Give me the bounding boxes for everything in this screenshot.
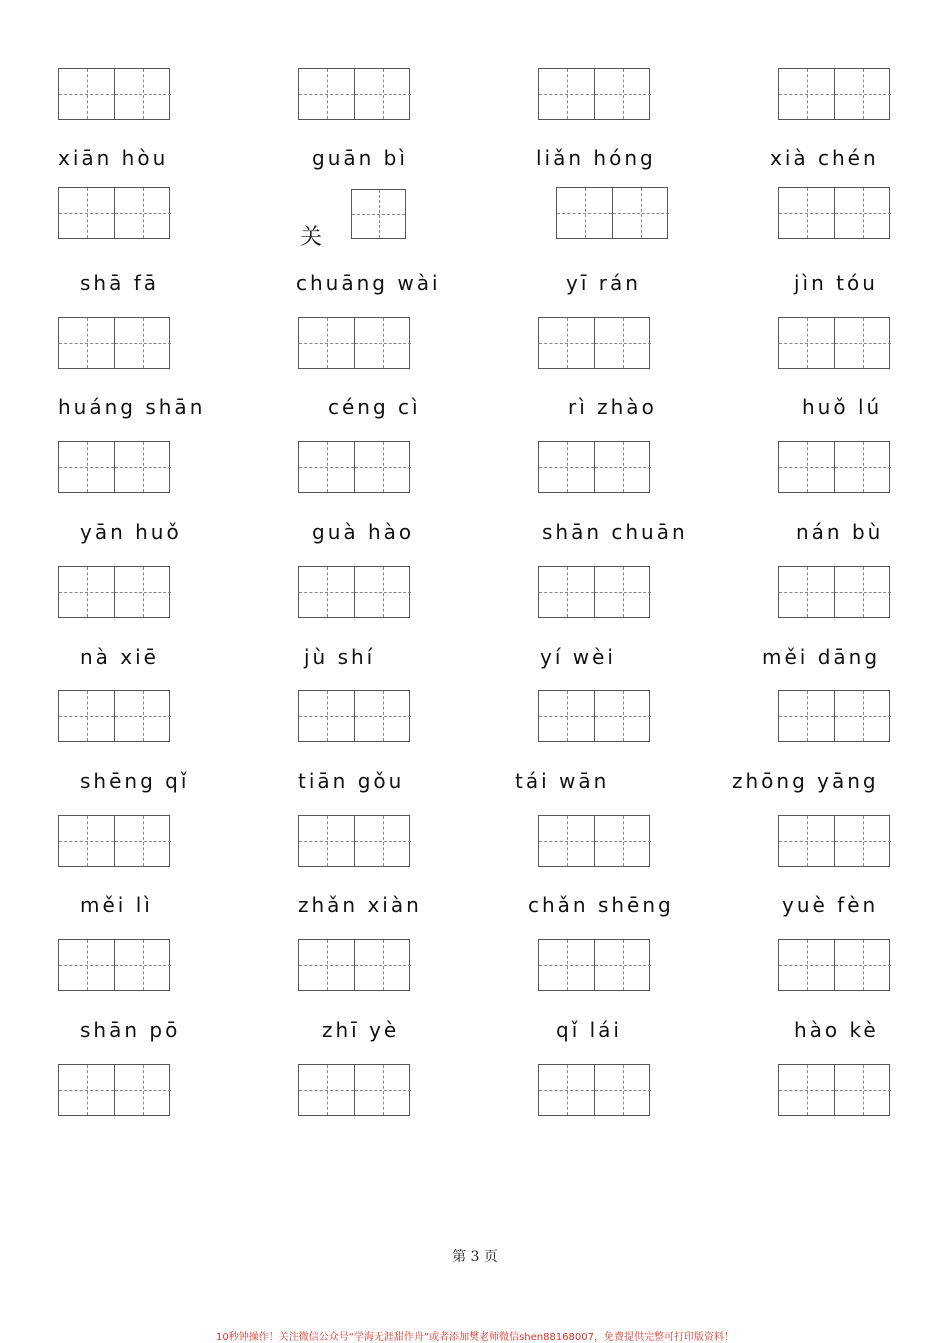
- pinyin-label: měi lì: [80, 893, 153, 917]
- writing-box[interactable]: [538, 441, 650, 493]
- writing-box[interactable]: [58, 939, 170, 991]
- pinyin-label: zhǎn xiàn: [298, 893, 422, 917]
- pinyin-label: chǎn shēng: [528, 893, 674, 917]
- writing-box[interactable]: [298, 441, 410, 493]
- writing-box[interactable]: [351, 189, 406, 239]
- footer-note: 10秒钟操作！关注微信公众号“学海无涯甜作舟”或者添加樊老师微信shen88168007，免费提供完整可打印版资料！: [215, 1332, 735, 1343]
- writing-box[interactable]: [778, 939, 890, 991]
- writing-box[interactable]: [778, 317, 890, 369]
- writing-box[interactable]: [538, 317, 650, 369]
- page-number: 第 3 页: [452, 1249, 498, 1265]
- writing-box[interactable]: [58, 690, 170, 742]
- writing-box[interactable]: [298, 566, 410, 618]
- writing-box[interactable]: [538, 68, 650, 120]
- writing-box[interactable]: [298, 939, 410, 991]
- pinyin-label: jìn tóu: [794, 271, 878, 295]
- pinyin-label: yí wèi: [540, 645, 616, 669]
- pinyin-label: huáng shān: [58, 395, 206, 419]
- writing-box[interactable]: [58, 68, 170, 120]
- pinyin-label: yī rán: [566, 271, 641, 295]
- pinyin-label: shēng qǐ: [80, 769, 190, 793]
- writing-box[interactable]: [778, 68, 890, 120]
- pinyin-label: guà hào: [312, 520, 415, 544]
- pinyin-label: jù shí: [304, 645, 376, 669]
- writing-box[interactable]: [298, 690, 410, 742]
- pinyin-label: rì zhào: [568, 395, 657, 419]
- pinyin-label: tiān gǒu: [298, 769, 405, 793]
- writing-box[interactable]: [778, 566, 890, 618]
- writing-box[interactable]: [58, 317, 170, 369]
- pinyin-label: liǎn hóng: [536, 146, 656, 170]
- writing-box[interactable]: [58, 1064, 170, 1116]
- writing-box[interactable]: [778, 187, 890, 239]
- pinyin-label: xià chén: [770, 146, 879, 170]
- writing-box[interactable]: [778, 815, 890, 867]
- pinyin-label: hào kè: [794, 1018, 879, 1042]
- pinyin-label: nà xiē: [80, 645, 159, 669]
- pinyin-label: tái wān: [515, 769, 610, 793]
- pinyin-label: guān bì: [312, 146, 408, 170]
- writing-box[interactable]: [538, 939, 650, 991]
- writing-box[interactable]: [778, 1064, 890, 1116]
- pinyin-label: zhī yè: [322, 1018, 400, 1042]
- writing-box[interactable]: [58, 187, 170, 239]
- pinyin-label: zhōng yāng: [732, 769, 879, 793]
- writing-box[interactable]: [298, 1064, 410, 1116]
- pinyin-label: xiān hòu: [58, 146, 169, 170]
- pinyin-label: shān chuān: [542, 520, 688, 544]
- writing-box[interactable]: [556, 187, 668, 239]
- pinyin-label: měi dāng: [762, 645, 881, 669]
- writing-box[interactable]: [538, 566, 650, 618]
- pinyin-label: shān pō: [80, 1018, 181, 1042]
- writing-box[interactable]: [538, 690, 650, 742]
- handwritten-character: 关: [300, 225, 323, 250]
- writing-box[interactable]: [778, 441, 890, 493]
- pinyin-label: nán bù: [796, 520, 884, 544]
- writing-box[interactable]: [58, 441, 170, 493]
- writing-box[interactable]: [58, 566, 170, 618]
- writing-box[interactable]: [298, 815, 410, 867]
- pinyin-label: huǒ lú: [802, 395, 883, 419]
- pinyin-label: shā fā: [80, 271, 160, 295]
- writing-box[interactable]: [538, 1064, 650, 1116]
- writing-box[interactable]: [298, 68, 410, 120]
- pinyin-label: céng cì: [328, 395, 421, 419]
- writing-box[interactable]: [298, 317, 410, 369]
- writing-box[interactable]: [538, 815, 650, 867]
- pinyin-label: qǐ lái: [556, 1018, 622, 1042]
- writing-box[interactable]: [778, 690, 890, 742]
- pinyin-label: chuāng wài: [296, 271, 441, 295]
- pinyin-label: yuè fèn: [782, 893, 879, 917]
- pinyin-label: yān huǒ: [80, 520, 182, 544]
- writing-box[interactable]: [58, 815, 170, 867]
